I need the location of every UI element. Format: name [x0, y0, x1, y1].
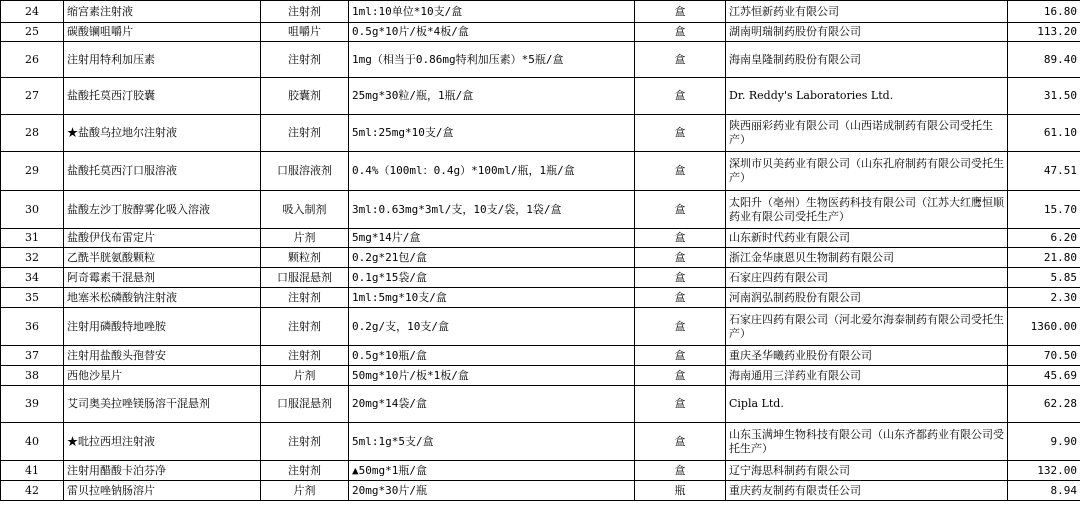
dosage-form: 口服混悬剂	[261, 268, 349, 288]
drug-name: 注射用磷酸特地唑胺	[64, 308, 261, 346]
specification: 5ml:25mg*10支/盒	[349, 115, 635, 152]
manufacturer: 石家庄四药有限公司	[726, 268, 1008, 288]
row-number: 34	[1, 268, 64, 288]
manufacturer: 山东玉满坤生物科技有限公司（山东齐都药业有限公司受托生产）	[726, 423, 1008, 461]
specification: 50mg*10片/板*1板/盒	[349, 366, 635, 386]
package-unit: 盒	[635, 386, 726, 423]
dosage-form: 注射剂	[261, 461, 349, 481]
dosage-form: 口服溶液剂	[261, 152, 349, 191]
dosage-form: 注射剂	[261, 115, 349, 152]
price: 21.80	[1008, 248, 1080, 268]
drug-name: 盐酸伊伐布雷定片	[64, 229, 261, 248]
price: 6.20	[1008, 229, 1080, 248]
drug-name: 雷贝拉唑钠肠溶片	[64, 481, 261, 501]
table-row	[1, 423, 1080, 461]
table-row	[1, 42, 1080, 78]
table-body	[1, 1, 1080, 501]
specification: 3ml:0.63mg*3ml/支，10支/袋，1袋/盒	[349, 191, 635, 229]
table-row	[1, 366, 1080, 386]
table-row	[1, 288, 1080, 308]
package-unit: 盒	[635, 23, 726, 42]
specification: 1ml:5mg*10支/盒	[349, 288, 635, 308]
drug-name: 盐酸托莫西汀胶囊	[64, 78, 261, 115]
dosage-form: 注射剂	[261, 288, 349, 308]
row-number: 31	[1, 229, 64, 248]
row-number: 32	[1, 248, 64, 268]
specification: 1mg（相当于0.86mg特利加压素）*5瓶/盒	[349, 42, 635, 78]
specification: 5mg*14片/盒	[349, 229, 635, 248]
table-row	[1, 386, 1080, 423]
price: 15.70	[1008, 191, 1080, 229]
row-number: 26	[1, 42, 64, 78]
dosage-form: 片剂	[261, 481, 349, 501]
row-number: 27	[1, 78, 64, 115]
dosage-form: 注射剂	[261, 42, 349, 78]
package-unit: 盒	[635, 115, 726, 152]
price: 61.10	[1008, 115, 1080, 152]
drug-name: 盐酸托莫西汀口服溶液	[64, 152, 261, 191]
specification: 0.1g*15袋/盒	[349, 268, 635, 288]
table-row	[1, 152, 1080, 191]
table-row	[1, 481, 1080, 501]
price: 16.80	[1008, 1, 1080, 23]
row-number: 37	[1, 346, 64, 366]
manufacturer: 石家庄四药有限公司（河北爱尔海泰制药有限公司受托生产）	[726, 308, 1008, 346]
manufacturer: 海南皇隆制药股份有限公司	[726, 42, 1008, 78]
specification: 0.2g*21包/盒	[349, 248, 635, 268]
manufacturer: 陕西丽彩药业有限公司（山西诺成制药有限公司受托生产）	[726, 115, 1008, 152]
drug-name: 阿奇霉素干混悬剂	[64, 268, 261, 288]
table-row	[1, 248, 1080, 268]
drug-name: 乙酰半胱氨酸颗粒	[64, 248, 261, 268]
specification: 0.5g*10片/板*4板/盒	[349, 23, 635, 42]
price: 9.90	[1008, 423, 1080, 461]
table-row	[1, 23, 1080, 42]
specification: 25mg*30粒/瓶，1瓶/盒	[349, 78, 635, 115]
table-row	[1, 461, 1080, 481]
price: 113.20	[1008, 23, 1080, 42]
table-row	[1, 78, 1080, 115]
specification: 20mg*30片/瓶	[349, 481, 635, 501]
drug-name: ★吡拉西坦注射液	[64, 423, 261, 461]
table-row	[1, 346, 1080, 366]
table-row	[1, 1, 1080, 23]
table-row	[1, 308, 1080, 346]
price: 5.85	[1008, 268, 1080, 288]
row-number: 40	[1, 423, 64, 461]
dosage-form: 片剂	[261, 229, 349, 248]
manufacturer: 江苏恒新药业有限公司	[726, 1, 1008, 23]
row-number: 39	[1, 386, 64, 423]
manufacturer: 辽宁海思科制药有限公司	[726, 461, 1008, 481]
specification: 5ml:1g*5支/盒	[349, 423, 635, 461]
manufacturer: 重庆药友制药有限责任公司	[726, 481, 1008, 501]
price: 132.00	[1008, 461, 1080, 481]
dosage-form: 颗粒剂	[261, 248, 349, 268]
manufacturer: 重庆圣华曦药业股份有限公司	[726, 346, 1008, 366]
dosage-form: 咀嚼片	[261, 23, 349, 42]
manufacturer: 浙江金华康恩贝生物制药有限公司	[726, 248, 1008, 268]
drug-name: 地塞米松磷酸钠注射液	[64, 288, 261, 308]
drug-name: 注射用醋酸卡泊芬净	[64, 461, 261, 481]
manufacturer: Cipla Ltd.	[726, 386, 1008, 423]
drug-name: ★盐酸乌拉地尔注射液	[64, 115, 261, 152]
specification: 0.4%（100ml：0.4g）*100ml/瓶，1瓶/盒	[349, 152, 635, 191]
row-number: 41	[1, 461, 64, 481]
table-row	[1, 229, 1080, 248]
drug-name: 碳酸镧咀嚼片	[64, 23, 261, 42]
drug-name: 缩宫素注射液	[64, 1, 261, 23]
package-unit: 盒	[635, 152, 726, 191]
dosage-form: 注射剂	[261, 308, 349, 346]
specification: 20mg*14袋/盒	[349, 386, 635, 423]
manufacturer: 河南润弘制药股份有限公司	[726, 288, 1008, 308]
manufacturer: 深圳市贝美药业有限公司（山东孔府制药有限公司受托生产）	[726, 152, 1008, 191]
price: 89.40	[1008, 42, 1080, 78]
package-unit: 瓶	[635, 481, 726, 501]
row-number: 38	[1, 366, 64, 386]
drug-name: 艾司奥美拉唑镁肠溶干混悬剂	[64, 386, 261, 423]
package-unit: 盒	[635, 308, 726, 346]
specification: 0.5g*10瓶/盒	[349, 346, 635, 366]
row-number: 30	[1, 191, 64, 229]
dosage-form: 注射剂	[261, 423, 349, 461]
package-unit: 盒	[635, 78, 726, 115]
package-unit: 盒	[635, 42, 726, 78]
price: 1360.00	[1008, 308, 1080, 346]
row-number: 25	[1, 23, 64, 42]
drug-name: 西他沙星片	[64, 366, 261, 386]
specification: 1ml:10单位*10支/盒	[349, 1, 635, 23]
price: 31.50	[1008, 78, 1080, 115]
package-unit: 盒	[635, 346, 726, 366]
table-row	[1, 191, 1080, 229]
row-number: 24	[1, 1, 64, 23]
specification: ▲50mg*1瓶/盒	[349, 461, 635, 481]
price: 2.30	[1008, 288, 1080, 308]
dosage-form: 片剂	[261, 366, 349, 386]
manufacturer: 太阳升（亳州）生物医药科技有限公司（江苏大红鹰恒顺药业有限公司受托生产）	[726, 191, 1008, 229]
drug-name: 注射用特利加压素	[64, 42, 261, 78]
price: 8.94	[1008, 481, 1080, 501]
row-number: 29	[1, 152, 64, 191]
package-unit: 盒	[635, 366, 726, 386]
manufacturer: 海南通用三洋药业有限公司	[726, 366, 1008, 386]
price: 62.28	[1008, 386, 1080, 423]
dosage-form: 胶囊剂	[261, 78, 349, 115]
row-number: 36	[1, 308, 64, 346]
specification: 0.2g/支，10支/盒	[349, 308, 635, 346]
manufacturer: Dr. Reddy's Laboratories Ltd.	[726, 78, 1008, 115]
dosage-form: 吸入制剂	[261, 191, 349, 229]
price: 45.69	[1008, 366, 1080, 386]
package-unit: 盒	[635, 423, 726, 461]
price: 70.50	[1008, 346, 1080, 366]
package-unit: 盒	[635, 229, 726, 248]
price: 47.51	[1008, 152, 1080, 191]
package-unit: 盒	[635, 1, 726, 23]
dosage-form: 注射剂	[261, 1, 349, 23]
table-row	[1, 115, 1080, 152]
package-unit: 盒	[635, 191, 726, 229]
table-row	[1, 268, 1080, 288]
row-number: 35	[1, 288, 64, 308]
manufacturer: 湖南明瑞制药股份有限公司	[726, 23, 1008, 42]
drug-name: 注射用盐酸头孢替安	[64, 346, 261, 366]
package-unit: 盒	[635, 288, 726, 308]
dosage-form: 注射剂	[261, 346, 349, 366]
package-unit: 盒	[635, 248, 726, 268]
row-number: 42	[1, 481, 64, 501]
manufacturer: 山东新时代药业有限公司	[726, 229, 1008, 248]
package-unit: 盒	[635, 268, 726, 288]
package-unit: 盒	[635, 461, 726, 481]
row-number: 28	[1, 115, 64, 152]
dosage-form: 口服混悬剂	[261, 386, 349, 423]
drug-name: 盐酸左沙丁胺醇雾化吸入溶液	[64, 191, 261, 229]
